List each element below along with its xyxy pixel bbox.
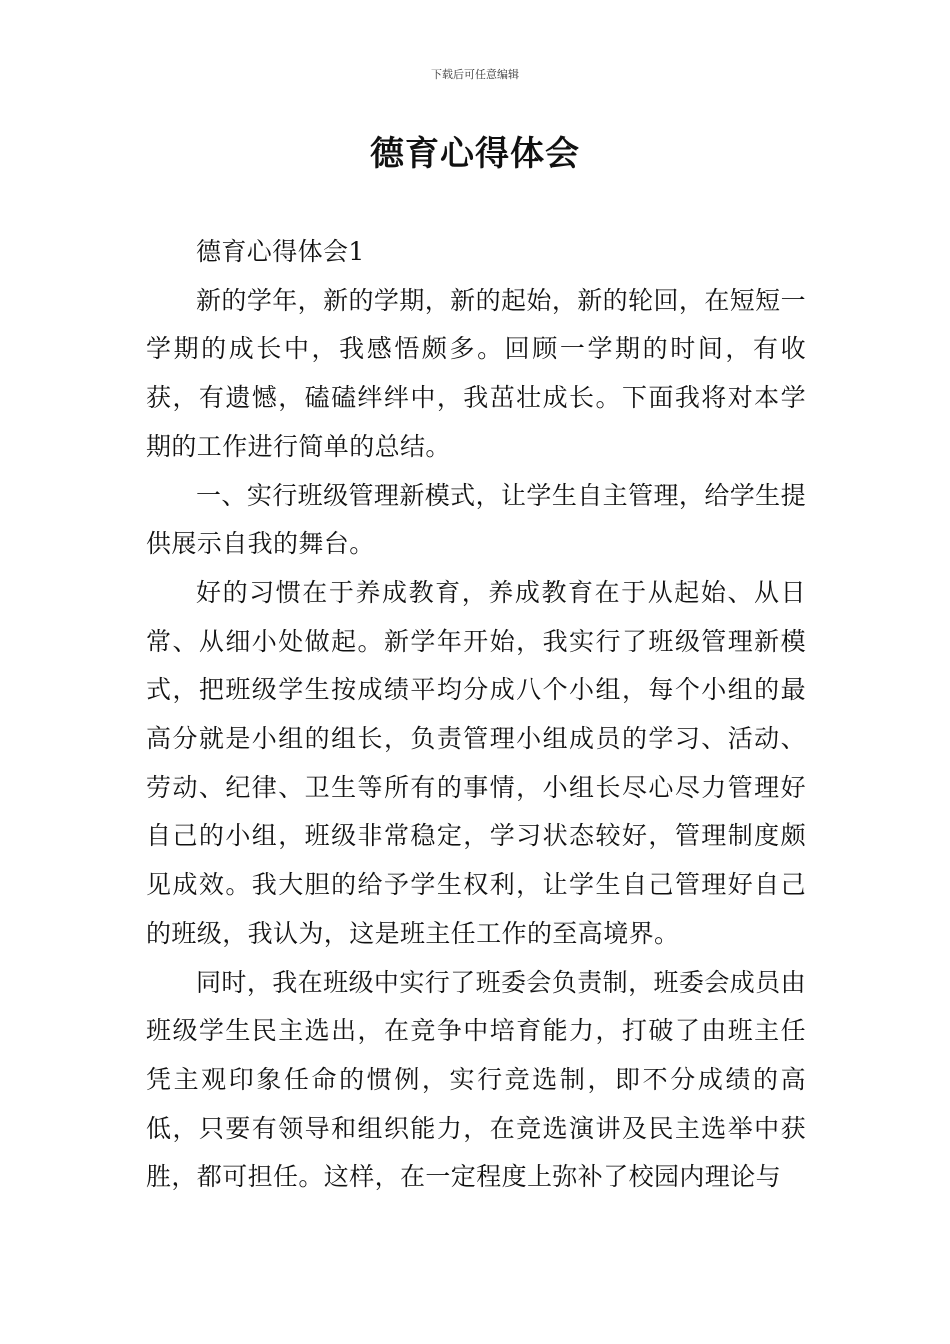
- section-heading: 德育心得体会1: [196, 237, 365, 266]
- header-note: 下载后可任意编辑: [431, 68, 519, 81]
- paragraph-point-one: 一、实行班级管理新模式，让学生自主管理，给学生提供展示自我的舞台。: [146, 480, 806, 559]
- document-body: [146, 228, 806, 1202]
- document-title: 德育心得体会: [370, 134, 580, 174]
- paragraph-intro: 新的学年，新的学期，新的起始，新的轮回，在短短一学期的成长中，我感悟颇多。回顾一学期的时间，有收获，有遗憾，磕磕绊绊中，我茁壮成长。下面我将对本学期的工作进行简单的总结。: [146, 285, 806, 461]
- paragraph-habits: 好的习惯在于养成教育，养成教育在于从起始、从日常、从细小处做起。新学年开始，我实行了班级管理新模式，把班级学生按成绩平均分成八个小组，每个小组的最高分就是小组的组长，负责管理小组成员的学习、活动、劳动、纪律、卫生等所有的事情，小组长尽心尽力管理好自己的小组，班级非常稳定，学习状态较好，管理制度颇见成效。我大胆的给予学生权利，让学生自己管理好自己的班级，我认为，这是班主任工作的至高境界。: [146, 577, 806, 948]
- paragraph-committee: 同时，我在班级中实行了班委会负责制，班委会成员由班级学生民主选出，在竞争中培育能力，打破了由班主任凭主观印象任命的惯例，实行竞选制，即不分成绩的高低，只要有领导和组织能力，在竞选演讲及民主选举中获胜，都可担任。这样，在一定程度上弥补了校园内理论与: [146, 967, 806, 1192]
